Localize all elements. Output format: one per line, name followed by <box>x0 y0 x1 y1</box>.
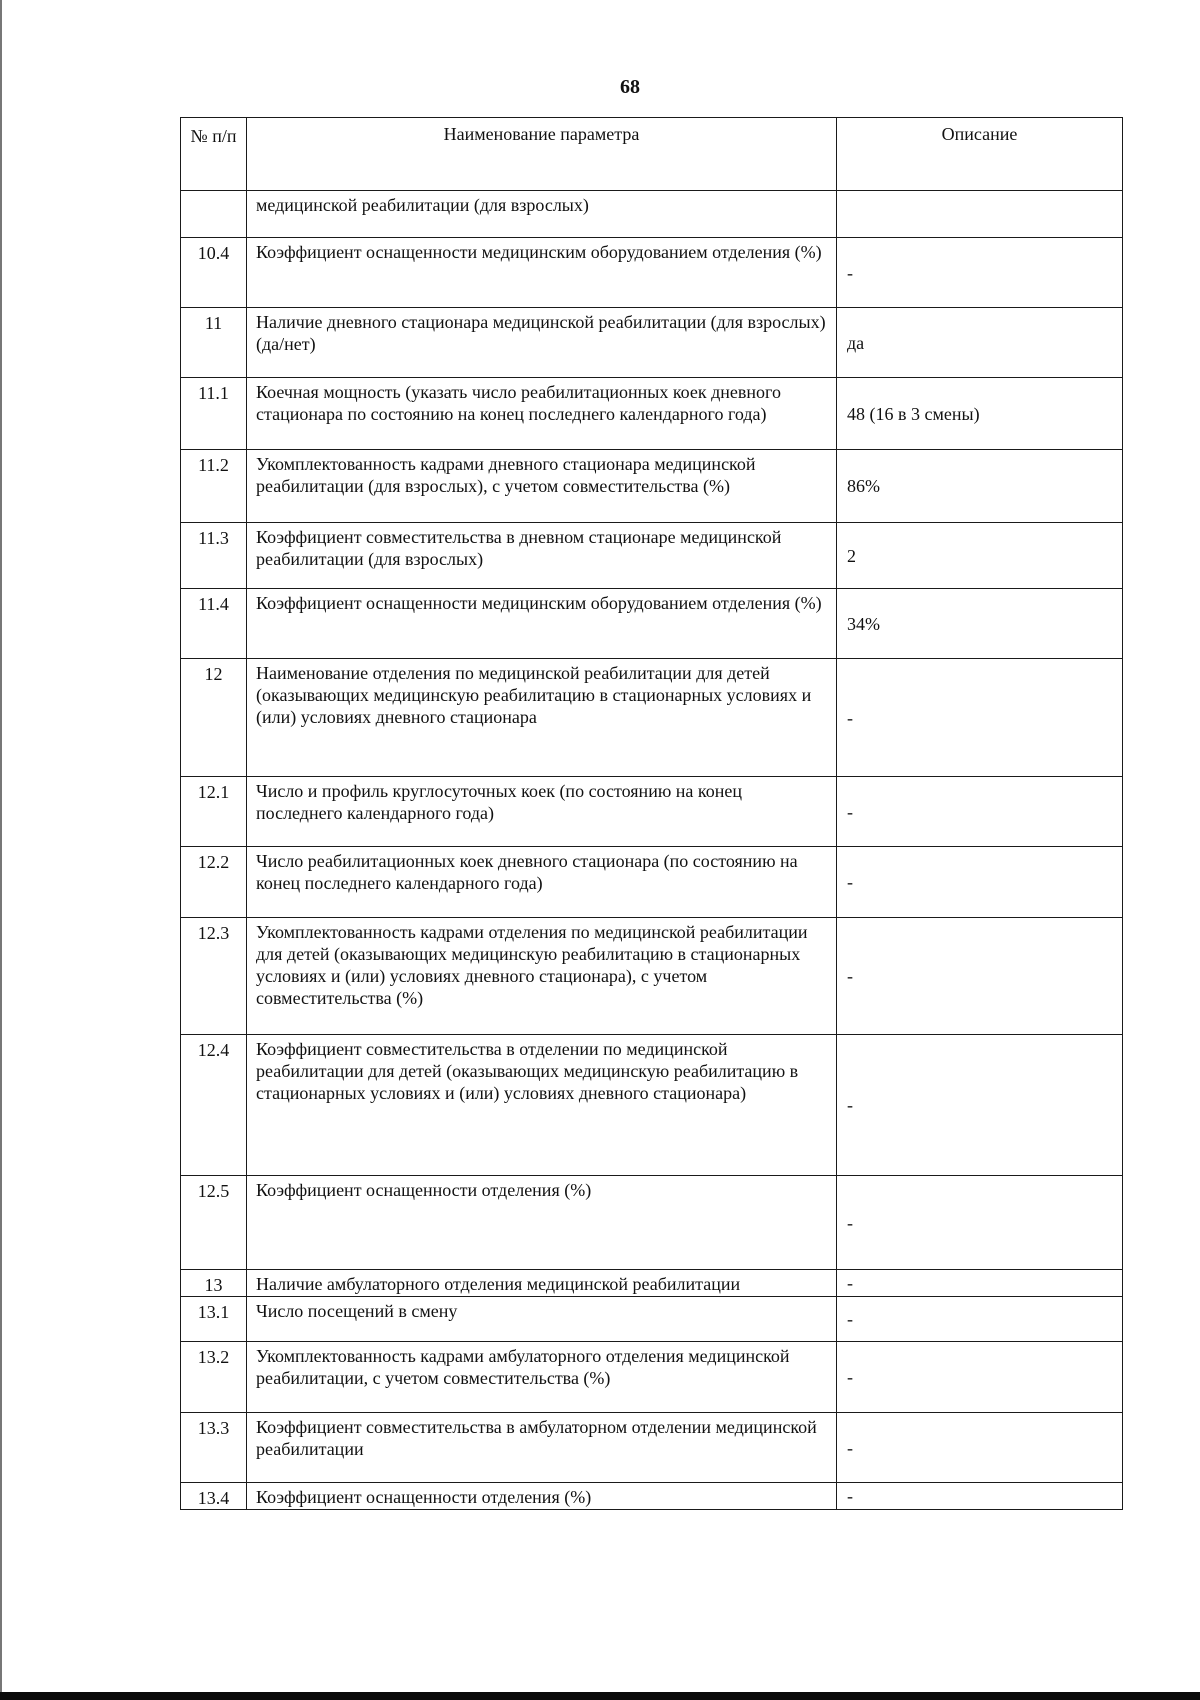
table-row <box>181 450 1123 523</box>
row-number: 13 <box>181 1270 247 1297</box>
row-number: 11.1 <box>181 378 247 450</box>
page-number: 68 <box>620 76 640 98</box>
table-row <box>181 847 1123 918</box>
header-number: № п/п <box>181 118 247 191</box>
table-header-row <box>181 118 1123 191</box>
header-description: Описание <box>837 118 1123 191</box>
table-row <box>181 1297 1123 1342</box>
row-description: - <box>837 1176 1123 1270</box>
row-number: 11.2 <box>181 450 247 523</box>
row-number: 13.3 <box>181 1413 247 1483</box>
table-row <box>181 777 1123 847</box>
row-parameter: Коечная мощность (указать число реабилитационных коек дневного стационара по состоянию на конец последнего календарного года) <box>247 378 837 450</box>
table-row <box>181 191 1123 238</box>
table-row <box>181 1342 1123 1413</box>
table-row <box>181 589 1123 659</box>
table-row <box>181 238 1123 308</box>
row-parameter: Наименование отделения по медицинской реабилитации для детей (оказывающих медицинскую реабилитацию в стационарных условиях и (или) условиях дневного стационара <box>247 659 837 777</box>
row-parameter: Коэффициент оснащенности отделения (%) <box>247 1483 837 1510</box>
row-parameter: Коэффициент оснащенности отделения (%) <box>247 1176 837 1270</box>
row-description: - <box>837 1035 1123 1176</box>
scan-left-edge <box>0 0 2 1700</box>
row-number: 13.2 <box>181 1342 247 1413</box>
table-row <box>181 659 1123 777</box>
row-parameter: Коэффициент оснащенности медицинским оборудованием отделения (%) <box>247 238 837 308</box>
row-number <box>181 191 247 238</box>
row-description: 34% <box>837 589 1123 659</box>
row-number: 13.1 <box>181 1297 247 1342</box>
row-parameter: Число реабилитационных коек дневного стационара (по состоянию на конец последнего календарного года) <box>247 847 837 918</box>
table-row <box>181 1176 1123 1270</box>
row-description: - <box>837 659 1123 777</box>
row-parameter: Коэффициент оснащенности медицинским оборудованием отделения (%) <box>247 589 837 659</box>
header-parameter-name: Наименование параметра <box>247 118 837 191</box>
row-number: 12.5 <box>181 1176 247 1270</box>
row-parameter: медицинской реабилитации (для взрослых) <box>247 191 837 238</box>
row-number: 11.3 <box>181 523 247 589</box>
row-parameter: Наличие амбулаторного отделения медицинской реабилитации <box>247 1270 837 1297</box>
row-description: - <box>837 918 1123 1035</box>
row-number: 12.3 <box>181 918 247 1035</box>
parameters-table <box>180 117 1123 1510</box>
row-description: - <box>837 1342 1123 1413</box>
table-row <box>181 523 1123 589</box>
row-description: да <box>837 308 1123 378</box>
row-number: 12.4 <box>181 1035 247 1176</box>
row-parameter: Коэффициент совместительства в амбулаторном отделении медицинской реабилитации <box>247 1413 837 1483</box>
row-number: 12.1 <box>181 777 247 847</box>
row-description: 86% <box>837 450 1123 523</box>
table-row <box>181 1270 1123 1297</box>
row-number: 12.2 <box>181 847 247 918</box>
row-description <box>837 191 1123 238</box>
table-row <box>181 1483 1123 1510</box>
row-number: 10.4 <box>181 238 247 308</box>
row-parameter: Укомплектованность кадрами амбулаторного отделения медицинской реабилитации, с учетом совместительства (%) <box>247 1342 837 1413</box>
row-parameter: Укомплектованность кадрами дневного стационара медицинской реабилитации (для взрослых), с учетом совместительства (%) <box>247 450 837 523</box>
row-parameter: Число и профиль круглосуточных коек (по состоянию на конец последнего календарного года) <box>247 777 837 847</box>
table-row <box>181 918 1123 1035</box>
row-parameter: Коэффициент совместительства в дневном стационаре медицинской реабилитации (для взрослых) <box>247 523 837 589</box>
row-description: - <box>837 1297 1123 1342</box>
row-description: 2 <box>837 523 1123 589</box>
row-description: - <box>837 1413 1123 1483</box>
table-row <box>181 378 1123 450</box>
row-number: 11.4 <box>181 589 247 659</box>
row-number: 11 <box>181 308 247 378</box>
row-parameter: Наличие дневного стационара медицинской реабилитации (для взрослых) (да/нет) <box>247 308 837 378</box>
row-number: 12 <box>181 659 247 777</box>
row-parameter: Число посещений в смену <box>247 1297 837 1342</box>
row-parameter: Укомплектованность кадрами отделения по медицинской реабилитации для детей (оказывающих медицинскую реабилитацию в стационарных условиях и (или) условиях дневного стационара), с учетом совместительства (%) <box>247 918 837 1035</box>
row-description: - <box>837 777 1123 847</box>
row-description: - <box>837 847 1123 918</box>
row-description: 48 (16 в 3 смены) <box>837 378 1123 450</box>
row-description: - <box>837 238 1123 308</box>
scan-bottom-bar <box>0 1692 1200 1700</box>
table-row <box>181 308 1123 378</box>
row-parameter: Коэффициент совместительства в отделении по медицинской реабилитации для детей (оказывающих медицинскую реабилитацию в стационарных условиях и (или) условиях дневного стационара) <box>247 1035 837 1176</box>
table-row <box>181 1413 1123 1483</box>
table-row <box>181 1035 1123 1176</box>
row-number: 13.4 <box>181 1483 247 1510</box>
row-description: - <box>837 1483 1123 1510</box>
row-description: - <box>837 1270 1123 1297</box>
